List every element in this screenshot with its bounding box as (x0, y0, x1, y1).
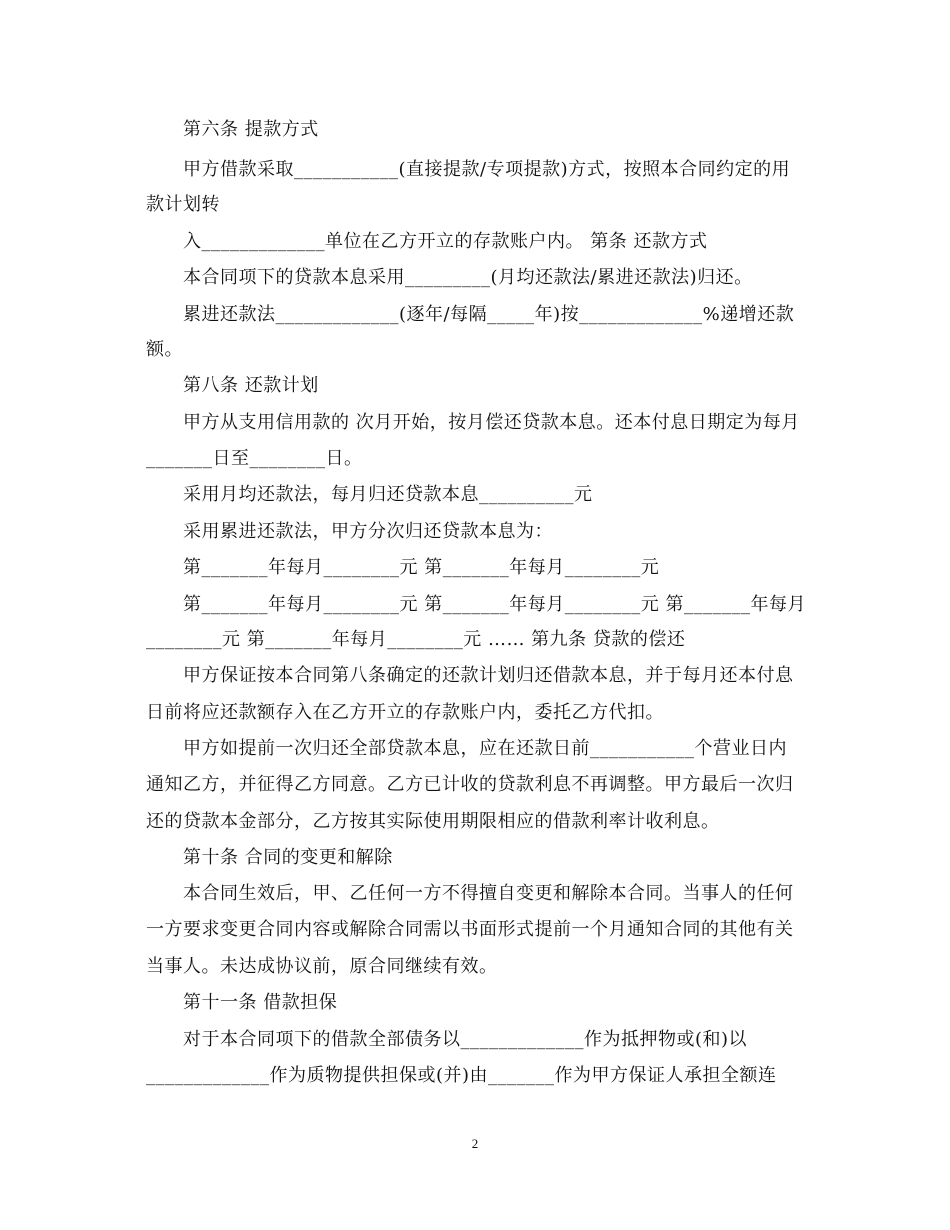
paragraph-line: 第_______年每月________元 第_______年每月________元 (183, 557, 660, 578)
paragraph-line: 日前将应还款额存入在乙方开立的存款账户内，委托乙方代扣。 (146, 702, 664, 723)
paragraph-line: 一方要求变更合同内容或解除合同需以书面形式提前一个月通知合同的其他有关 (146, 919, 794, 940)
paragraph-line: 甲方借款采取___________(直接提款/专项提款)方式，按照本合同约定的用 (183, 159, 791, 180)
page-number: 2 (471, 1136, 479, 1151)
paragraph-line: 额。 (146, 339, 183, 360)
paragraph-line: 累进还款法_____________(逐年/每隔_____年)按_____________%递增还款 (183, 304, 795, 325)
paragraph-line: 采用月均还款法，每月归还贷款本息__________元 (183, 484, 593, 505)
paragraph-line: 甲方保证按本合同第八条确定的还款计划归还借款本息，并于每月还本付息 (183, 665, 794, 686)
paragraph-line: 采用累进还款法，甲方分次归还贷款本息为： (183, 521, 553, 542)
paragraph-line: 款计划转 (146, 194, 220, 215)
heading-article-8: 第八条 还款计划 (183, 375, 319, 396)
paragraph-line: 当事人。未达成协议前，原合同继续有效。 (146, 956, 498, 977)
paragraph-line: 甲方从支用信用款的 次月开始，按月偿还贷款本息。还本付息日期定为每月 (183, 412, 800, 433)
paragraph-line: 本合同项下的贷款本息采用_________(月均还款法/累进还款法)归还。 (183, 267, 753, 288)
paragraph-line: 甲方如提前一次归还全部贷款本息，应在还款日前___________个营业日内 (183, 738, 787, 759)
paragraph-line: 第_______年每月________元 第_______年每月________元 第_______年每月 (183, 594, 806, 615)
paragraph-line: 还的贷款本金部分，乙方按其实际使用期限相应的借款利率计收利息。 (146, 811, 720, 832)
paragraph-line: 通知乙方，并征得乙方同意。乙方已计收的贷款利息不再调整。甲方最后一次归 (146, 774, 794, 795)
paragraph-line: _______日至________日。 (146, 448, 363, 469)
heading-article-11: 第十一条 借款担保 (183, 992, 338, 1013)
paragraph-line: 入_____________单位在乙方开立的存款账户内。 第条 还款方式 (183, 231, 708, 252)
paragraph-line: 对于本合同项下的借款全部债务以_____________作为抵押物或(和)以 (183, 1029, 748, 1050)
heading-article-10: 第十条 合同的变更和解除 (183, 847, 393, 868)
paragraph-line: ________元 第_______年每月________元 …… 第九条 贷款的偿还 (146, 629, 686, 650)
heading-article-6: 第六条 提款方式 (183, 119, 319, 140)
paragraph-line: _____________作为质物提供担保或(并)由_______作为甲方保证人承担全额连 (146, 1065, 777, 1086)
paragraph-line: 本合同生效后，甲、乙任何一方不得擅自变更和解除本合同。当事人的任何 (183, 883, 794, 904)
